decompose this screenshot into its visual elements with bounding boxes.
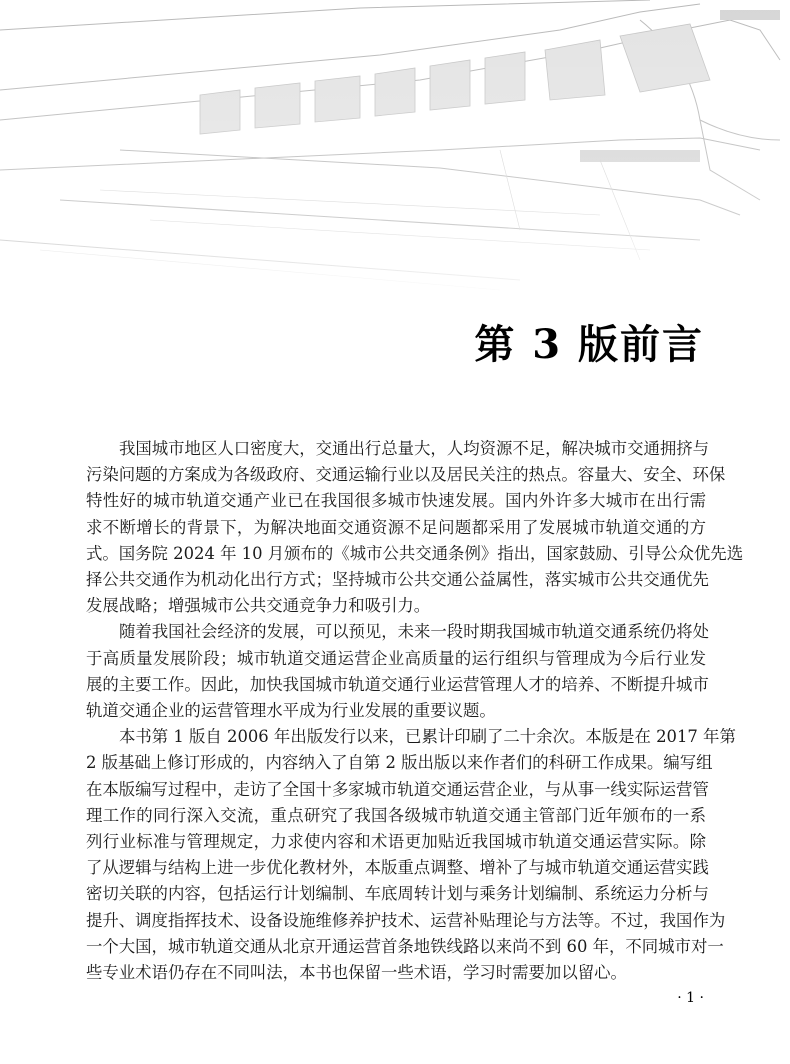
- paragraph-line: 于高质量发展阶段；城市轨道交通运营企业高质量的运行组织与管理成为今后行业发: [86, 648, 706, 668]
- paragraph-line: 在本版编写过程中，走访了全国十多家城市轨道交通运营企业，与从事一线实际运营管: [86, 779, 709, 799]
- paragraph-line: 一个大国，城市轨道交通从北京开通运营首条地铁线路以来尚不到 60 年，不同城市对一: [86, 936, 724, 956]
- paragraph-line: 理工作的同行深入交流，重点研究了我国各级城市轨道交通主管部门近年颁布的一系: [86, 805, 706, 825]
- page-title: 第 3 版前言: [474, 321, 704, 368]
- paragraph-line: 求不断增长的背景下，为解决地面交通资源不足问题都采用了发展城市轨道交通的方: [86, 517, 706, 537]
- header-train-illustration: [0, 0, 790, 300]
- paragraph-line: 密切关联的内容，包括运行计划编制、车底周转计划与乘务计划编制、系统运力分析与: [86, 884, 709, 904]
- preface-body: [86, 436, 744, 986]
- paragraph-2: [86, 619, 710, 724]
- paragraph-line: 发展战略；增强城市公共交通竞争力和吸引力。: [86, 596, 431, 616]
- paragraph-line: 污染问题的方案成为各级政府、交通运输行业以及居民关注的热点。容量大、安全、环保: [86, 465, 726, 485]
- paragraph-line: 提升、调度指挥技术、设备设施维修养护技术、运营补贴理论与方法等。不过，我国作为: [86, 910, 726, 930]
- paragraph-line: 展的主要工作。因此，加快我国城市轨道交通行业运营管理人才的培养、不断提升城市: [86, 674, 709, 694]
- paragraph-line: 了从逻辑与结构上进一步优化教材外，本版重点调整、增补了与城市轨道交通运营实践: [86, 858, 709, 878]
- paragraph-3: [86, 724, 736, 986]
- paragraph-line: 特性好的城市轨道交通产业已在我国很多城市快速发展。国内外许多大城市在出行需: [86, 491, 706, 511]
- paragraph-line: 我国城市地区人口密度大，交通出行总量大，人均资源不足，解决城市交通拥挤与: [119, 439, 710, 458]
- paragraph-line: 本书第 1 版自 2006 年出版发行以来，已累计印刷了二十余次。本版是在 2017 年第: [119, 727, 736, 747]
- paragraph-line: 些专业术语仍存在不同叫法，本书也保留一些术语，学习时需要加以留心。: [86, 963, 627, 983]
- page-number: · 1 ·: [677, 990, 704, 1006]
- paragraph-1: [86, 436, 744, 619]
- paragraph-line: 2 版基础上修订形成的，内容纳入了自第 2 版出版以来作者们的科研工作成果。编写组: [86, 753, 713, 773]
- paragraph-line: 随着我国社会经济的发展，可以预见，未来一段时期我国城市轨道交通系统仍将处: [119, 622, 710, 642]
- paragraph-line: 择公共交通作为机动化出行方式；坚持城市公共交通公益属性，落实城市公共交通优先: [86, 570, 709, 590]
- paragraph-line: 列行业标准与管理规定，力求使内容和术语更加贴近我国城市轨道交通运营实际。除: [86, 832, 706, 852]
- paragraph-line: 式。国务院 2024 年 10 月颁布的《城市公共交通条例》指出，国家鼓励、引导公众优先选: [86, 543, 744, 563]
- paragraph-line: 轨道交通企业的运营管理水平成为行业发展的重要议题。: [86, 701, 496, 721]
